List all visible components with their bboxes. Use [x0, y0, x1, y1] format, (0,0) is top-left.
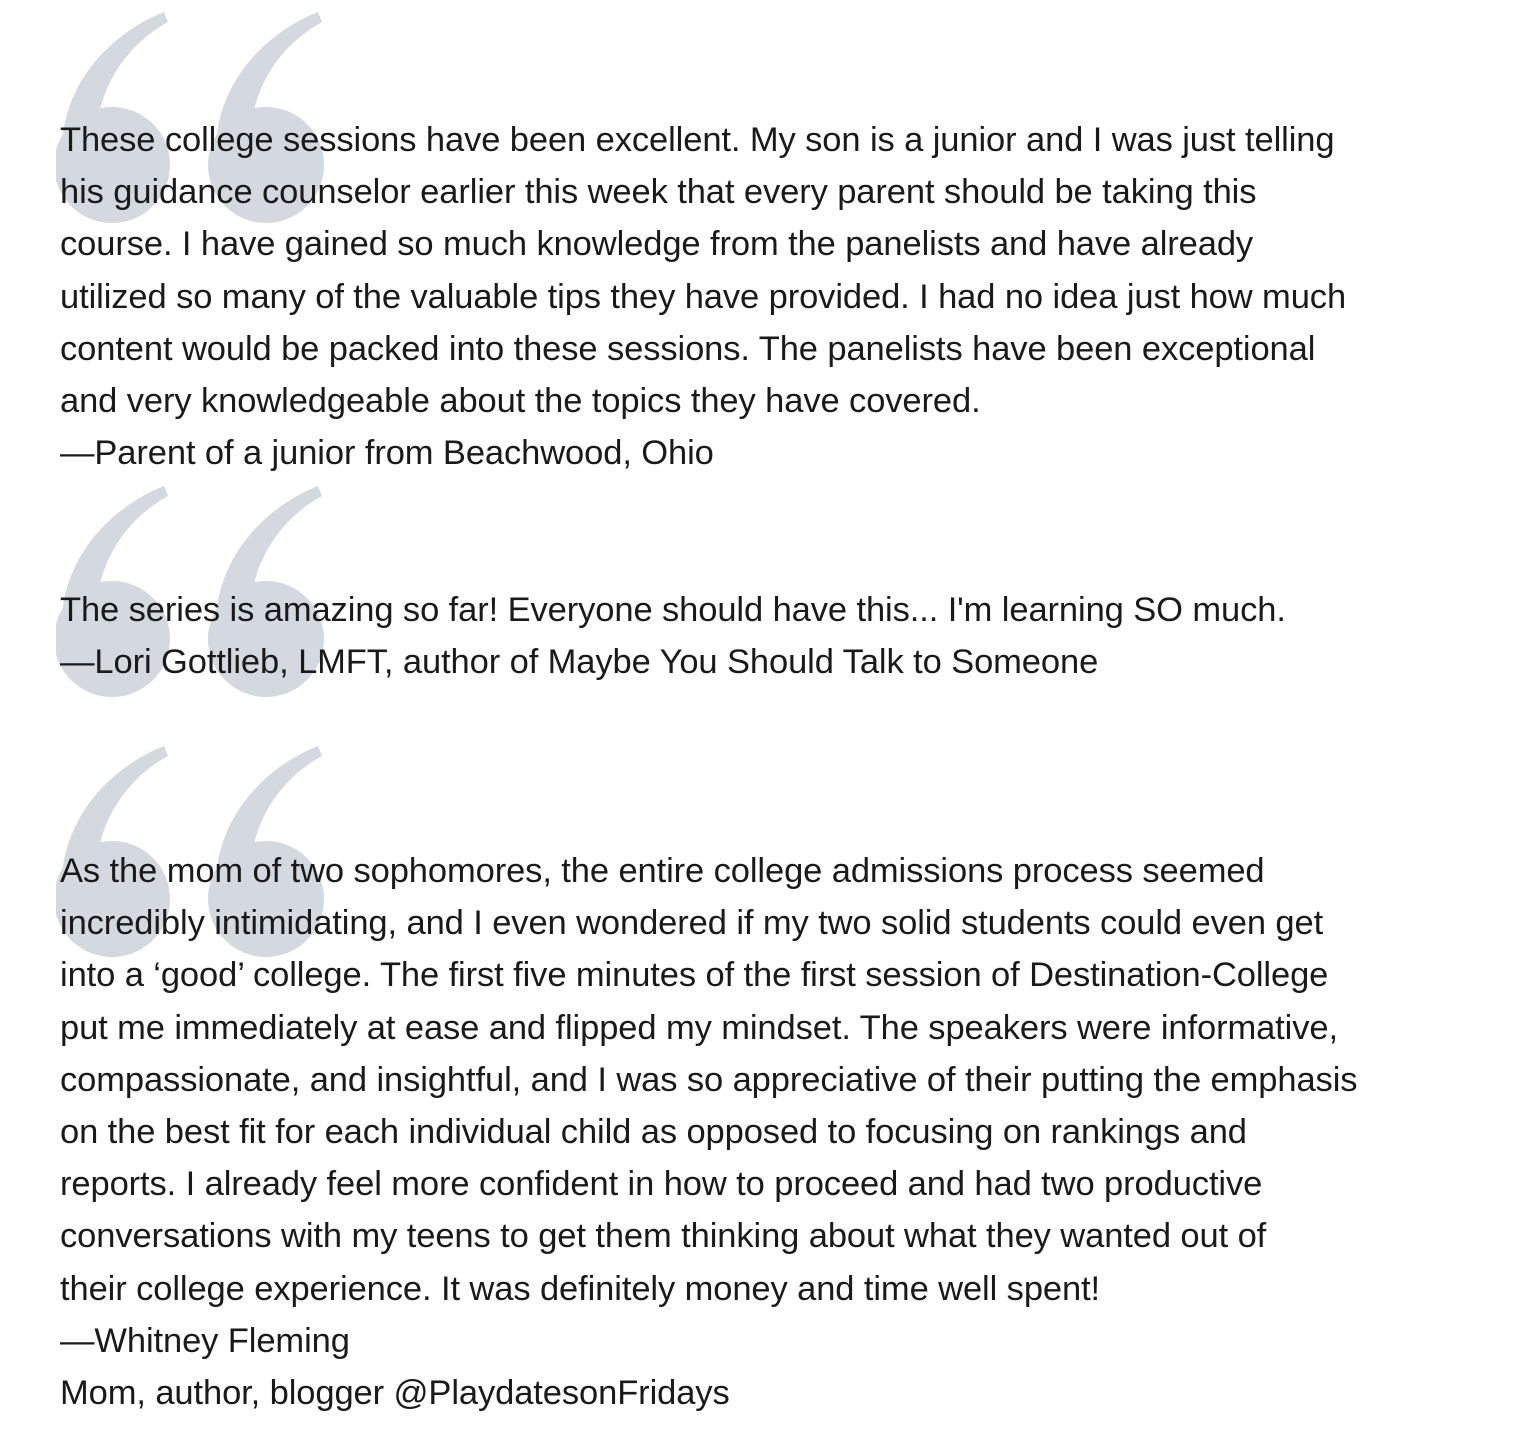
attribution-subtitle: Mom, author, blogger @PlaydatesonFridays: [60, 1374, 730, 1413]
attribution: —Lori Gottlieb, LMFT, author of Maybe You Should Talk to Someone: [60, 643, 1099, 682]
quote-line: course. I have gained so much knowledge from the panelists and have already: [60, 225, 1254, 264]
quote-line: The series is amazing so far! Everyone should have this... I'm learning SO much.: [60, 591, 1286, 629]
quote-line: and very knowledgeable about the topics they have covered.: [60, 382, 981, 421]
quote-line: compassionate, and insightful, and I was so appreciative of their putting the emphasis: [60, 1060, 1358, 1099]
testimonial-2-text: [60, 584, 1480, 688]
quote-line: utilized so many of the valuable tips they have provided. I had no idea just how much: [60, 277, 1347, 316]
quote-line: on the best fit for each individual child as opposed to focusing on rankings and: [60, 1113, 1247, 1152]
attribution: —Parent of a junior from Beachwood, Ohio: [60, 434, 714, 473]
quote-line: conversations with my teens to get them thinking about what they wanted out of: [60, 1217, 1267, 1256]
attribution: —Whitney Fleming: [60, 1321, 350, 1360]
quote-line: As the mom of two sophomores, the entire college admissions process seemed: [60, 852, 1265, 890]
quote-line: his guidance counselor earlier this week that every parent should be taking this: [60, 173, 1257, 212]
quote-line: These college sessions have been excellent. My son is a junior and I was just telling: [60, 121, 1335, 159]
testimonial-3-text: [60, 845, 1480, 1419]
testimonial-1-text: [60, 114, 1480, 479]
quote-line: put me immediately at ease and flipped my mindset. The speakers were informative,: [60, 1008, 1338, 1047]
quote-line: content would be packed into these sessions. The panelists have been exceptional: [60, 329, 1316, 368]
quote-line: reports. I already feel more confident in how to proceed and had two productive: [60, 1165, 1263, 1204]
quote-line: into a ‘good’ college. The first five minutes of the first session of Destination-College: [60, 956, 1329, 995]
quote-line: their college experience. It was definitely money and time well spent!: [60, 1269, 1101, 1308]
quote-line: incredibly intimidating, and I even wondered if my two solid students could even get: [60, 904, 1324, 943]
